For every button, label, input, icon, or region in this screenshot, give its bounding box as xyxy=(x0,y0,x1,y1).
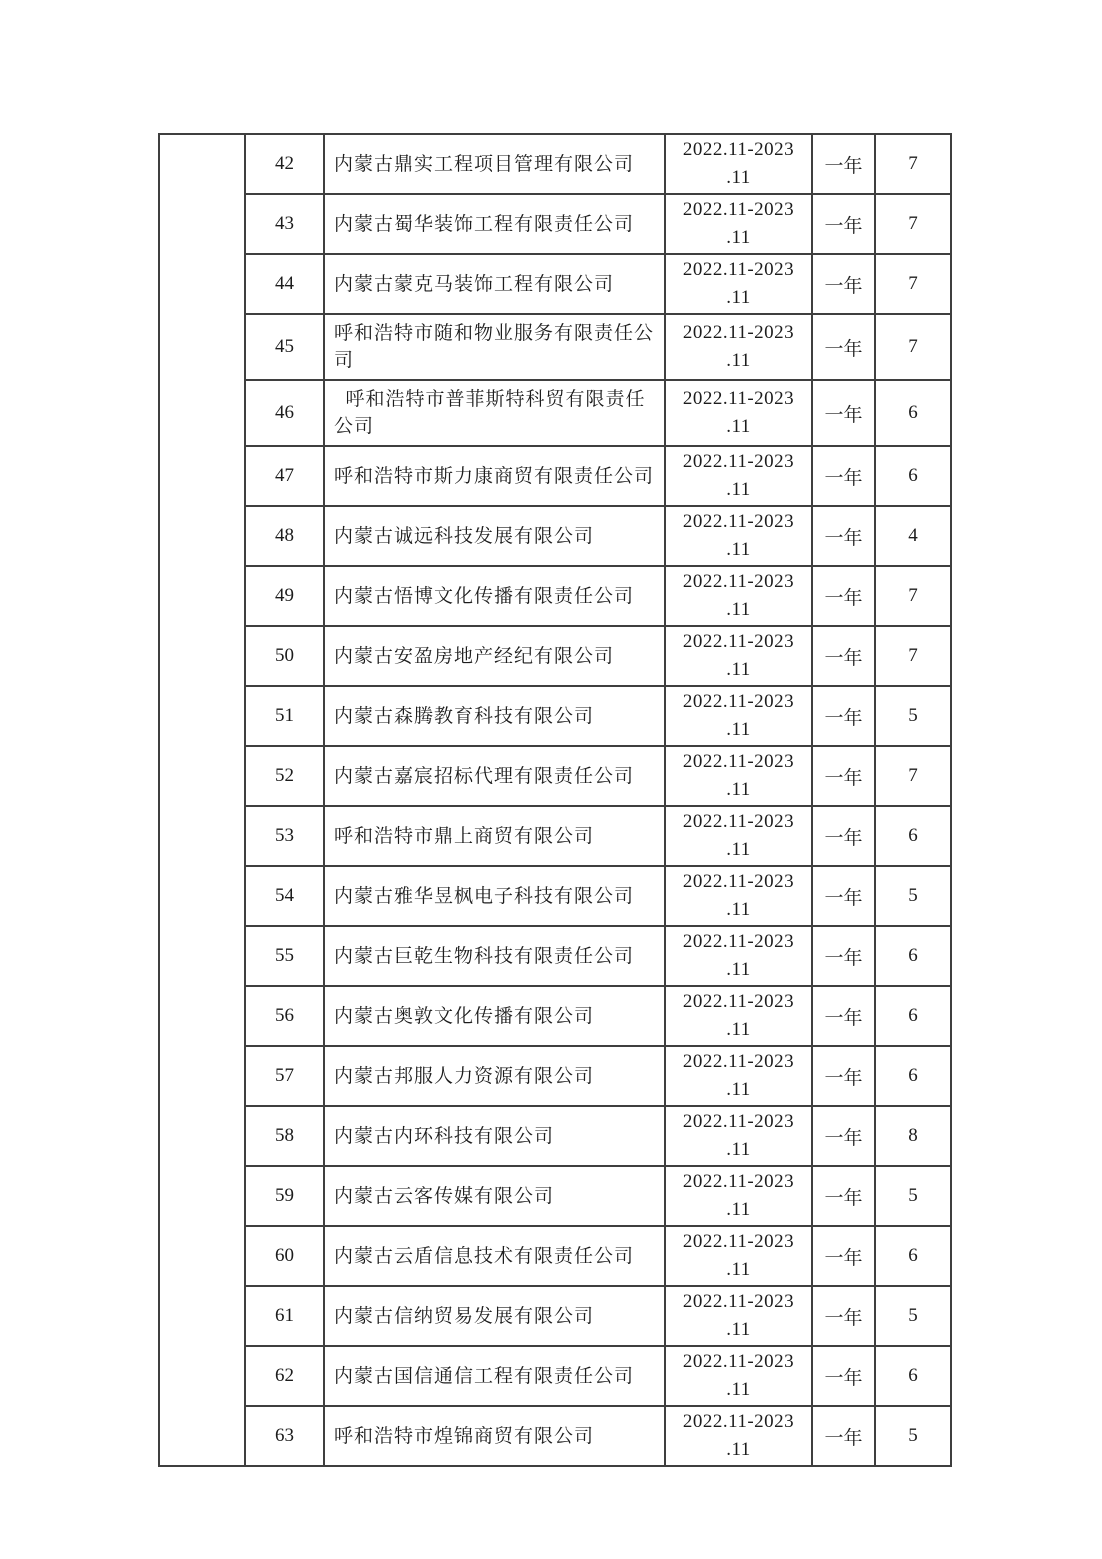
period-line-1: 2022.11-2023 xyxy=(682,631,795,652)
count-cell: 5 xyxy=(875,686,951,746)
table-row xyxy=(159,806,951,866)
table-row xyxy=(159,1106,951,1166)
company-name-cell: 内蒙古云盾信息技术有限责任公司 xyxy=(324,1226,665,1286)
period-line-1: 2022.11-2023 xyxy=(682,1411,795,1432)
period-line-1: 2022.11-2023 xyxy=(682,1351,795,1372)
period-line-1: 2022.11-2023 xyxy=(682,259,795,280)
period-cell xyxy=(665,254,812,314)
term-cell: 一年 xyxy=(812,194,875,254)
period-cell xyxy=(665,1046,812,1106)
table-row xyxy=(159,254,951,314)
period-cell xyxy=(665,1346,812,1406)
period-line-2: .11 xyxy=(726,416,751,437)
count-cell: 6 xyxy=(875,1346,951,1406)
period-line-1: 2022.11-2023 xyxy=(682,1111,795,1132)
period-line-2: .11 xyxy=(726,287,751,308)
term-cell: 一年 xyxy=(812,254,875,314)
row-number-cell: 49 xyxy=(245,566,324,626)
period-cell xyxy=(665,626,812,686)
table-row xyxy=(159,686,951,746)
row-number-cell: 55 xyxy=(245,926,324,986)
count-cell: 4 xyxy=(875,506,951,566)
period-cell xyxy=(665,1286,812,1346)
term-cell: 一年 xyxy=(812,506,875,566)
period-line-2: .11 xyxy=(726,227,751,248)
term-cell: 一年 xyxy=(812,806,875,866)
row-number-cell: 59 xyxy=(245,1166,324,1226)
company-name-cell: 内蒙古森腾教育科技有限公司 xyxy=(324,686,665,746)
company-name-cell: 内蒙古内环科技有限公司 xyxy=(324,1106,665,1166)
period-cell xyxy=(665,1166,812,1226)
term-cell: 一年 xyxy=(812,866,875,926)
period-line-2: .11 xyxy=(726,959,751,980)
term-cell: 一年 xyxy=(812,566,875,626)
count-cell: 7 xyxy=(875,194,951,254)
company-name-cell: 呼和浩特市煌锦商贸有限公司 xyxy=(324,1406,665,1466)
company-name-cell: 内蒙古嘉宸招标代理有限责任公司 xyxy=(324,746,665,806)
row-number-cell: 53 xyxy=(245,806,324,866)
period-cell xyxy=(665,866,812,926)
row-number-cell: 48 xyxy=(245,506,324,566)
term-cell: 一年 xyxy=(812,1406,875,1466)
table-row xyxy=(159,446,951,506)
row-number-cell: 44 xyxy=(245,254,324,314)
count-cell: 6 xyxy=(875,986,951,1046)
period-line-2: .11 xyxy=(726,1379,751,1400)
term-cell: 一年 xyxy=(812,1166,875,1226)
table-row xyxy=(159,626,951,686)
period-line-1: 2022.11-2023 xyxy=(682,1171,795,1192)
table-row xyxy=(159,506,951,566)
period-cell xyxy=(665,134,812,194)
period-line-1: 2022.11-2023 xyxy=(682,511,795,532)
table-row xyxy=(159,1046,951,1106)
row-number-cell: 54 xyxy=(245,866,324,926)
row-number-cell: 42 xyxy=(245,134,324,194)
count-cell: 5 xyxy=(875,1166,951,1226)
row-number-cell: 47 xyxy=(245,446,324,506)
period-cell xyxy=(665,314,812,380)
period-line-2: .11 xyxy=(726,1019,751,1040)
company-table-body xyxy=(159,134,951,1466)
count-cell: 7 xyxy=(875,746,951,806)
period-line-2: .11 xyxy=(726,167,751,188)
period-cell xyxy=(665,446,812,506)
period-line-1: 2022.11-2023 xyxy=(682,139,795,160)
count-cell: 7 xyxy=(875,566,951,626)
period-line-2: .11 xyxy=(726,1259,751,1280)
count-cell: 5 xyxy=(875,1286,951,1346)
company-name-cell: 内蒙古信纳贸易发展有限公司 xyxy=(324,1286,665,1346)
period-cell xyxy=(665,506,812,566)
company-name-cell: 呼和浩特市随和物业服务有限责任公司 xyxy=(324,314,665,380)
company-name-cell: 呼和浩特市普菲斯特科贸有限责任公司 xyxy=(324,380,665,446)
table-row xyxy=(159,194,951,254)
row-number-cell: 43 xyxy=(245,194,324,254)
period-line-1: 2022.11-2023 xyxy=(682,322,795,343)
period-cell xyxy=(665,686,812,746)
period-cell xyxy=(665,986,812,1046)
period-line-2: .11 xyxy=(726,779,751,800)
term-cell: 一年 xyxy=(812,1106,875,1166)
table-row xyxy=(159,1286,951,1346)
period-line-2: .11 xyxy=(726,839,751,860)
period-line-2: .11 xyxy=(726,1139,751,1160)
count-cell: 7 xyxy=(875,314,951,380)
row-number-cell: 51 xyxy=(245,686,324,746)
company-name-cell: 呼和浩特市斯力康商贸有限责任公司 xyxy=(324,446,665,506)
period-line-1: 2022.11-2023 xyxy=(682,691,795,712)
count-cell: 6 xyxy=(875,1226,951,1286)
table-row xyxy=(159,866,951,926)
table-row xyxy=(159,926,951,986)
term-cell: 一年 xyxy=(812,1346,875,1406)
period-line-1: 2022.11-2023 xyxy=(682,199,795,220)
period-line-1: 2022.11-2023 xyxy=(682,811,795,832)
company-table xyxy=(158,133,952,1467)
period-line-1: 2022.11-2023 xyxy=(682,1051,795,1072)
period-line-2: .11 xyxy=(726,899,751,920)
company-name-cell: 内蒙古巨乾生物科技有限责任公司 xyxy=(324,926,665,986)
period-line-1: 2022.11-2023 xyxy=(682,1291,795,1312)
period-cell xyxy=(665,806,812,866)
term-cell: 一年 xyxy=(812,446,875,506)
period-cell xyxy=(665,1406,812,1466)
count-cell: 7 xyxy=(875,626,951,686)
company-name-cell: 内蒙古安盈房地产经纪有限公司 xyxy=(324,626,665,686)
period-cell xyxy=(665,1226,812,1286)
period-line-1: 2022.11-2023 xyxy=(682,571,795,592)
term-cell: 一年 xyxy=(812,314,875,380)
period-line-2: .11 xyxy=(726,1079,751,1100)
period-line-1: 2022.11-2023 xyxy=(682,451,795,472)
table-row xyxy=(159,566,951,626)
company-name-cell: 内蒙古邦服人力资源有限公司 xyxy=(324,1046,665,1106)
period-line-2: .11 xyxy=(726,350,751,371)
table-row xyxy=(159,1166,951,1226)
period-cell xyxy=(665,1106,812,1166)
table-row xyxy=(159,314,951,380)
period-line-1: 2022.11-2023 xyxy=(682,871,795,892)
company-name-cell: 内蒙古雅华昱枫电子科技有限公司 xyxy=(324,866,665,926)
period-line-1: 2022.11-2023 xyxy=(682,991,795,1012)
period-cell xyxy=(665,566,812,626)
period-line-2: .11 xyxy=(726,1319,751,1340)
count-cell: 6 xyxy=(875,446,951,506)
count-cell: 6 xyxy=(875,1046,951,1106)
table-row xyxy=(159,986,951,1046)
row-number-cell: 61 xyxy=(245,1286,324,1346)
row-number-cell: 60 xyxy=(245,1226,324,1286)
row-number-cell: 52 xyxy=(245,746,324,806)
company-name-cell: 内蒙古国信通信工程有限责任公司 xyxy=(324,1346,665,1406)
term-cell: 一年 xyxy=(812,986,875,1046)
period-line-1: 2022.11-2023 xyxy=(682,388,795,409)
company-name-cell: 内蒙古云客传媒有限公司 xyxy=(324,1166,665,1226)
term-cell: 一年 xyxy=(812,746,875,806)
period-line-1: 2022.11-2023 xyxy=(682,931,795,952)
period-cell xyxy=(665,746,812,806)
table-row xyxy=(159,380,951,446)
period-line-2: .11 xyxy=(726,719,751,740)
merged-blank-cell xyxy=(159,134,245,1466)
row-number-cell: 46 xyxy=(245,380,324,446)
period-line-2: .11 xyxy=(726,1199,751,1220)
count-cell: 6 xyxy=(875,806,951,866)
row-number-cell: 57 xyxy=(245,1046,324,1106)
row-number-cell: 50 xyxy=(245,626,324,686)
term-cell: 一年 xyxy=(812,1286,875,1346)
term-cell: 一年 xyxy=(812,1046,875,1106)
period-line-2: .11 xyxy=(726,539,751,560)
period-line-2: .11 xyxy=(726,479,751,500)
period-line-2: .11 xyxy=(726,599,751,620)
term-cell: 一年 xyxy=(812,926,875,986)
count-cell: 7 xyxy=(875,254,951,314)
period-line-2: .11 xyxy=(726,659,751,680)
period-cell xyxy=(665,380,812,446)
period-line-2: .11 xyxy=(726,1439,751,1460)
count-cell: 8 xyxy=(875,1106,951,1166)
table-row xyxy=(159,1346,951,1406)
count-cell: 5 xyxy=(875,866,951,926)
company-name-cell: 呼和浩特市鼎上商贸有限公司 xyxy=(324,806,665,866)
company-name-cell: 内蒙古诚远科技发展有限公司 xyxy=(324,506,665,566)
period-line-1: 2022.11-2023 xyxy=(682,1231,795,1252)
count-cell: 6 xyxy=(875,380,951,446)
table-row xyxy=(159,1406,951,1466)
row-number-cell: 45 xyxy=(245,314,324,380)
company-name-cell: 内蒙古蜀华装饰工程有限责任公司 xyxy=(324,194,665,254)
count-cell: 6 xyxy=(875,926,951,986)
count-cell: 5 xyxy=(875,1406,951,1466)
term-cell: 一年 xyxy=(812,380,875,446)
period-cell xyxy=(665,926,812,986)
period-cell xyxy=(665,194,812,254)
row-number-cell: 56 xyxy=(245,986,324,1046)
company-name-cell: 内蒙古悟博文化传播有限责任公司 xyxy=(324,566,665,626)
term-cell: 一年 xyxy=(812,626,875,686)
row-number-cell: 58 xyxy=(245,1106,324,1166)
row-number-cell: 63 xyxy=(245,1406,324,1466)
company-name-cell: 内蒙古鼎实工程项目管理有限公司 xyxy=(324,134,665,194)
term-cell: 一年 xyxy=(812,686,875,746)
period-line-1: 2022.11-2023 xyxy=(682,751,795,772)
table-row xyxy=(159,1226,951,1286)
row-number-cell: 62 xyxy=(245,1346,324,1406)
count-cell: 7 xyxy=(875,134,951,194)
term-cell: 一年 xyxy=(812,134,875,194)
table-row xyxy=(159,134,951,194)
term-cell: 一年 xyxy=(812,1226,875,1286)
company-name-cell: 内蒙古奥敦文化传播有限公司 xyxy=(324,986,665,1046)
company-name-cell: 内蒙古蒙克马装饰工程有限公司 xyxy=(324,254,665,314)
table-row xyxy=(159,746,951,806)
